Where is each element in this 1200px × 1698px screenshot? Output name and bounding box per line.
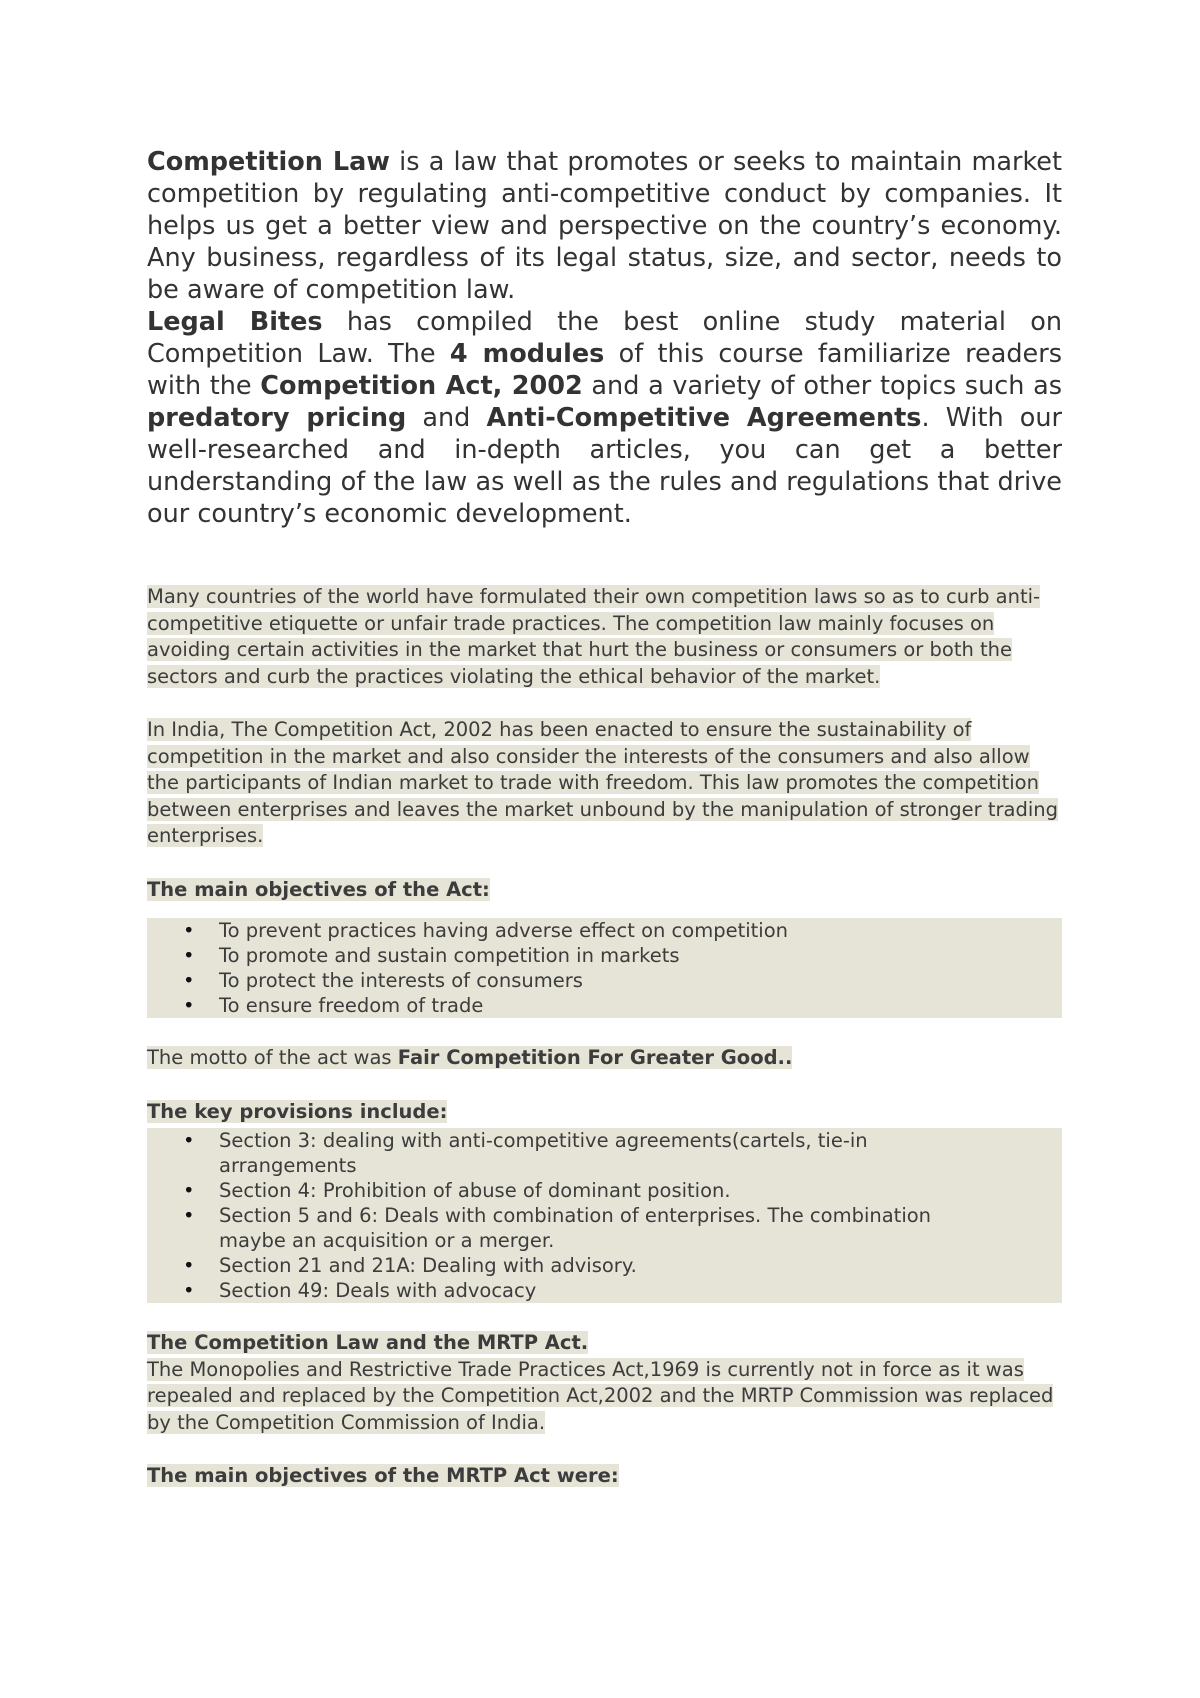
list-item-text: Section 3: dealing with anti-competitive agreements(cartels, tie-in arrangements bbox=[219, 1129, 868, 1177]
list-item-text: To prevent practices having adverse effect on competition bbox=[219, 919, 788, 942]
list-item bbox=[183, 918, 1062, 943]
list-item bbox=[183, 1203, 1062, 1253]
list-item bbox=[183, 1178, 1062, 1203]
mrtp-heading bbox=[147, 1330, 1062, 1357]
bullet-icon: • bbox=[183, 919, 195, 942]
mrtp-objectives-heading bbox=[147, 1463, 1062, 1490]
intro-bold-competition-law: Competition Law bbox=[147, 147, 390, 177]
bullet-icon: • bbox=[183, 1204, 195, 1227]
intro-bold-legal-bites: Legal Bites bbox=[147, 307, 323, 337]
objectives-heading-text: The main objectives of the Act: bbox=[147, 877, 490, 901]
intro-text-2a: has compiled the best online study material on Competition Law. The bbox=[147, 307, 1062, 369]
intro-bold-act: Competition Act, 2002 bbox=[260, 371, 583, 401]
mrtp-paragraph bbox=[147, 1357, 1062, 1437]
mrtp-paragraph-text: The Monopolies and Restrictive Trade Practices Act,1969 is currently not in force as it was repealed and replaced by the Competition Act,2002 and the MRTP Commission was replaced by the Competition Commission of India. bbox=[147, 1357, 1054, 1434]
list-item-text: To promote and sustain competition in markets bbox=[219, 944, 680, 967]
provisions-heading bbox=[147, 1099, 1062, 1126]
body-paragraph-2-text: In India, The Competition Act, 2002 has been enacted to ensure the sustainability of competition in the market and also consider the interests of the consumers and also allow the participants of Indian market to trade with freedom. This law promotes the competition between enterprises and leaves the market unbound by the manipulation of stronger trading enterprises. bbox=[147, 718, 1059, 847]
article-body bbox=[147, 584, 1062, 1490]
list-item-text: Section 21 and 21A: Dealing with advisory. bbox=[219, 1254, 637, 1277]
intro-text-2c: and a variety of other topics such as bbox=[582, 371, 1062, 401]
bullet-icon: • bbox=[183, 994, 195, 1017]
bullet-icon: • bbox=[183, 1129, 195, 1152]
motto-lead-text: The motto of the act was bbox=[147, 1046, 398, 1069]
bullet-icon: • bbox=[183, 969, 195, 992]
motto-paragraph bbox=[147, 1045, 1062, 1072]
intro-text-2e: . With our well-researched and in-depth articles, you can get a better understanding of the law as well as the rules and regulations that drive our country’s economic development. bbox=[147, 403, 1062, 529]
list-item bbox=[183, 943, 1062, 968]
mrtp-heading-text: The Competition Law and the MRTP Act. bbox=[147, 1331, 589, 1354]
list-item-text: Section 5 and 6: Deals with combination of enterprises. The combination maybe an acquisition or a merger. bbox=[219, 1204, 932, 1252]
bullet-icon: • bbox=[183, 1279, 195, 1302]
motto-bold-text: Fair Competition For Greater Good.. bbox=[397, 1046, 793, 1069]
provisions-heading-text: The key provisions include: bbox=[147, 1099, 448, 1123]
intro-paragraph-1 bbox=[147, 146, 1062, 306]
list-item-text: To ensure freedom of trade bbox=[219, 994, 484, 1017]
list-item bbox=[183, 968, 1062, 993]
list-item-text: Section 4: Prohibition of abuse of dominant position. bbox=[219, 1179, 731, 1202]
list-item-text: Section 49: Deals with advocacy bbox=[219, 1279, 537, 1302]
list-item bbox=[183, 1253, 1062, 1278]
intro-bold-agreements: Anti-Competitive Agreements bbox=[486, 403, 922, 433]
bullet-icon: • bbox=[183, 944, 195, 967]
document-page bbox=[147, 146, 1062, 1490]
provisions-list bbox=[147, 1128, 1062, 1303]
intro-bold-predatory-pricing: predatory pricing bbox=[147, 403, 407, 433]
intro-text-2d: and bbox=[406, 403, 487, 433]
list-item bbox=[183, 1278, 1062, 1303]
list-item bbox=[183, 993, 1062, 1018]
body-paragraph-1 bbox=[147, 584, 1062, 690]
objectives-heading bbox=[147, 877, 1062, 904]
list-item bbox=[183, 1128, 1062, 1178]
intro-paragraph-2 bbox=[147, 306, 1062, 530]
intro-text-2b: of this course familiarize readers with the bbox=[147, 339, 1062, 401]
intro-text-1: is a law that promotes or seeks to maintain market competition by regulating anti-competitive conduct by companies. It helps us get a better view and perspective on the country’s economy. Any business, regardless of its legal status, size, and sector, needs to be aware of competition law. bbox=[147, 147, 1062, 305]
list-item-text: To protect the interests of consumers bbox=[219, 969, 583, 992]
body-paragraph-1-text: Many countries of the world have formulated their own competition laws so as to curb anti-competitive etiquette or unfair trade practices. The competition law mainly focuses on avoiding certain activities in the market that hurt the business or consumers or both the sectors and curb the practices violating the ethical behavior of the market. bbox=[147, 585, 1041, 688]
bullet-icon: • bbox=[183, 1254, 195, 1277]
body-paragraph-2 bbox=[147, 717, 1062, 850]
intro-bold-modules: 4 modules bbox=[449, 339, 605, 369]
objectives-list bbox=[147, 918, 1062, 1018]
bullet-icon: • bbox=[183, 1179, 195, 1202]
mrtp-objectives-heading-text: The main objectives of the MRTP Act were: bbox=[147, 1464, 619, 1487]
